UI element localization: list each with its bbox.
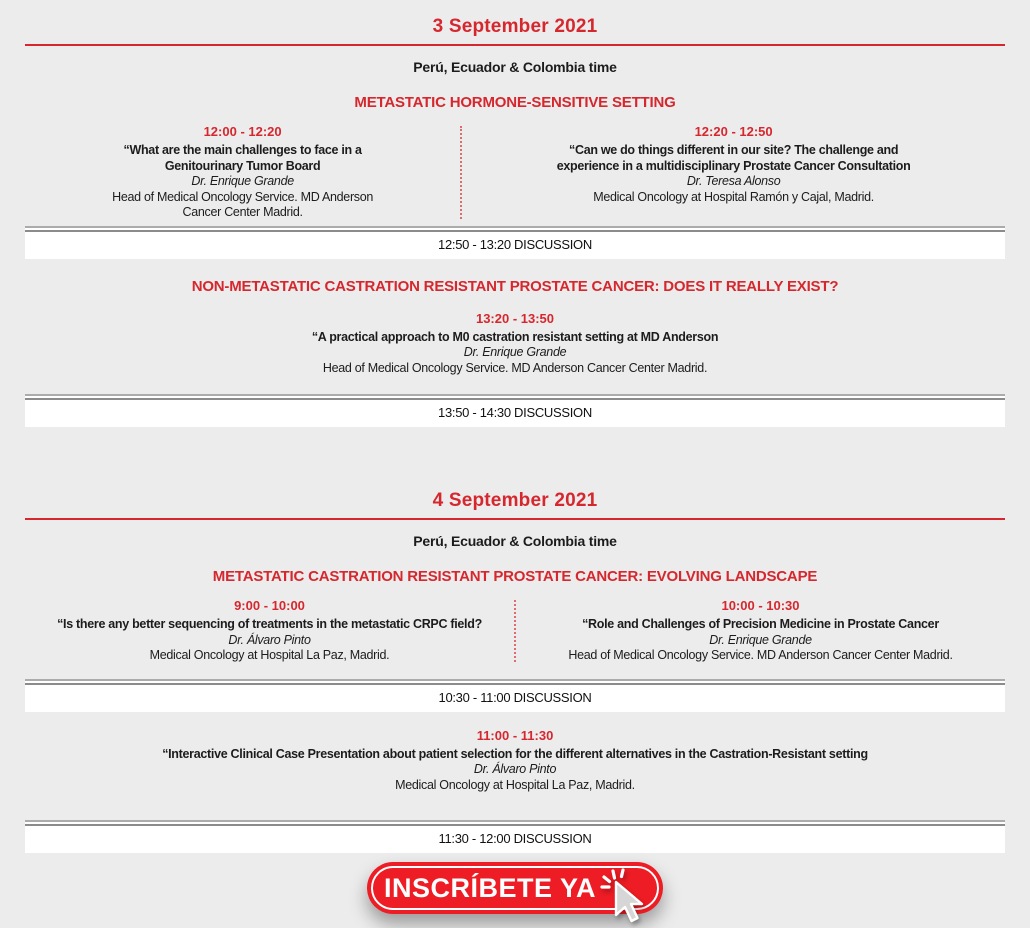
discussion-bar [25,820,1005,853]
discussion-label: 11:30 - 12:00 DISCUSSION [438,831,592,847]
session-title: “Can we do things different in our site? The challenge and experience in a multidisciplinary Prostate Cancer Consultation [556,143,911,173]
session-speaker: Dr. Enrique Grande [709,632,812,647]
day1-section1-title: METASTATIC HORMONE-SENSITIVE SETTING [354,94,676,111]
cta-area [0,862,1030,914]
cursor-arrow-icon [616,882,642,921]
session-speaker: Dr. Álvaro Pinto [228,632,311,647]
discussion-label: 13:50 - 14:30 DISCUSSION [438,405,592,421]
session-title: “A practical approach to M0 castration resistant setting at MD Anderson [311,329,719,344]
session-time: 10:00 - 10:30 [721,598,800,614]
discussion-bar [25,226,1005,259]
session-affiliation: Medical Oncology at Hospital La Paz, Madrid. [395,777,635,792]
session-card [25,124,460,221]
discussion-bar [25,679,1005,712]
session-title: “What are the main challenges to face in a Genitourinary Tumor Board [123,143,362,173]
session-time: 13:20 - 13:50 [475,310,555,326]
session-time: 12:20 - 12:50 [694,124,773,139]
session-speaker: Dr. Enrique Grande [463,345,567,360]
session-affiliation: Medical Oncology at Hospital La Paz, Madrid. [149,648,390,663]
session-time: 9:00 - 10:00 [234,598,305,614]
session-title: “Role and Challenges of Precision Medicine in Prostate Cancer [582,617,939,632]
cursor-click-icon [602,870,656,928]
discussion-label: 10:30 - 11:00 DISCUSSION [438,689,592,705]
day1-timezone-label: Perú, Ecuador & Colombia time [413,59,617,75]
day2-date-heading: 4 September 2021 [432,490,598,512]
session-affiliation: Head of Medical Oncology Service. MD Anderson Cancer Center Madrid. [112,189,374,220]
day2-sessions-row [25,598,1005,664]
register-button[interactable] [367,862,663,914]
session-title: “Is there any better sequencing of treatments in the metastatic CRPC field? [57,617,482,632]
session-affiliation: Medical Oncology at Hospital Ramón y Cajal, Madrid. [593,189,874,204]
day1-section2-title: NON-METASTATIC CASTRATION RESISTANT PROSTATE CANCER: DOES IT REALLY EXIST? [191,277,839,295]
day1-date-underline [25,44,1005,46]
session-card [25,311,1005,377]
session-affiliation: Head of Medical Oncology Service. MD Anderson Cancer Center Madrid. [568,648,953,663]
session-speaker: Dr. Teresa Alonso [686,174,781,189]
discussion-label: 12:50 - 13:20 DISCUSSION [438,236,592,252]
session-card [516,598,1005,664]
session-card [25,728,1005,794]
session-card [25,598,514,664]
session-affiliation: Head of Medical Oncology Service. MD Anderson Cancer Center Madrid. [322,360,708,375]
session-time: 12:00 - 12:20 [203,124,282,139]
discussion-bar [25,394,1005,427]
register-button-label: INSCRÍBETE YA [383,872,597,903]
session-time: 11:00 - 11:30 [476,727,554,743]
day2-section1-title: METASTATIC CASTRATION RESISTANT PROSTATE CANCER: EVOLVING LANDSCAPE [212,568,818,586]
session-speaker: Dr. Enrique Grande [191,174,294,189]
session-title: “Interactive Clinical Case Presentation about patient selection for the different alternatives in the Castration-Resistant setting [162,746,868,761]
day2-timezone-label: Perú, Ecuador & Colombia time [413,533,617,550]
day2-date-underline [25,518,1005,520]
day1-date-heading: 3 September 2021 [432,16,598,37]
session-card [462,124,1005,221]
day1-sessions-row [25,124,1005,221]
session-speaker: Dr. Álvaro Pinto [473,762,557,777]
